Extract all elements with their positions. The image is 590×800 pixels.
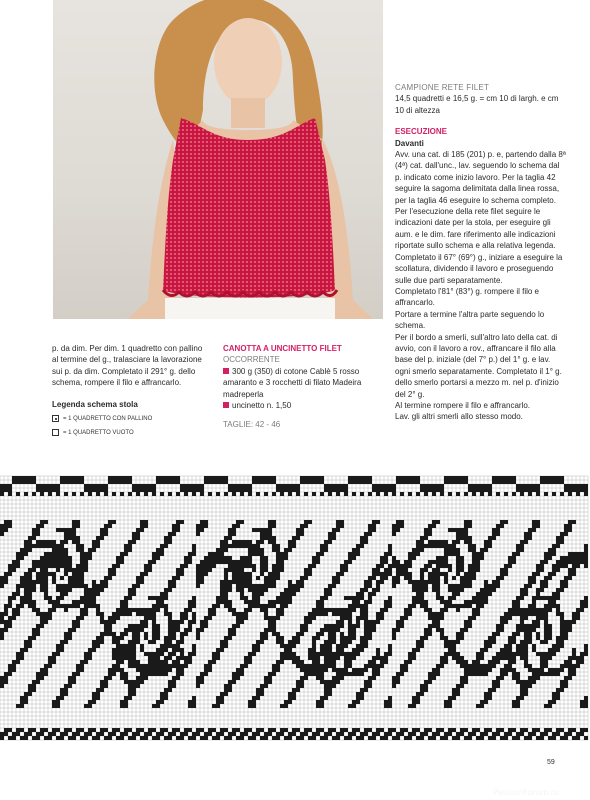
project-title: CANOTTA A UNCINETTO FILET <box>223 344 342 353</box>
filet-chart <box>0 464 590 743</box>
execution-paragraph: Avv. una cat. di 185 (201) p. e, partendo dalla 8ª (4ª) cat. dall'unc., lav. seguendo lo schema dal p. indicato come inizio lavoro. Per la taglia 42 seguire la sagoma delimitata dalla linea rossa, per la taglia 46 eseguire lo schema completo. <box>395 150 566 205</box>
occorrente-label: OCCORRENTE <box>223 355 280 365</box>
page-number: 59 <box>547 759 555 766</box>
execution-paragraph: Lav. gli altri smerli allo stesso modo. <box>395 412 523 422</box>
front-subheading: Davanti <box>395 138 424 148</box>
project-info <box>223 343 383 431</box>
sample-text: 14,5 quadretti e 16,5 g. = cm 10 di largh. e cm 10 di altezza <box>395 94 559 115</box>
model-photo <box>53 0 383 319</box>
execution-paragraph: Per il bordo a smerli, sull'altro lato della cat. di avvio, con il lavoro a rov., affrancare il filo alla base del p. iniziale (del 7° p.) del 1° g. e lav. ogni smerlo separatamente. Completato il 1° g. dello smerlo portarsi a mezzo m. nel p. d'inizio del 2° g. <box>395 332 562 399</box>
bullet-icon <box>223 402 229 408</box>
execution-paragraph: Per l'esecuzione della rete filet seguire le indicazioni date per la stola, per eseguire gli aum. e le dim. fare riferimento alle indicazioni riportate sullo schema e alla relativa legenda. <box>395 207 556 251</box>
execution-paragraph: Al termine rompere il filo e affrancarlo. <box>395 400 531 410</box>
sample-heading: CAMPIONE RETE FILET <box>395 83 490 92</box>
filled-square-with-dot-icon <box>52 415 59 422</box>
execution-paragraph: Portare a termine l'altra parte seguendo lo schema. <box>395 309 545 331</box>
legend-item-dot: = 1 QUADRETTO CON PALLINO <box>52 415 152 422</box>
material-item: uncinetto n. 1,50 <box>223 400 383 411</box>
empty-square-icon <box>52 429 59 436</box>
instructions-column <box>395 82 567 423</box>
execution-heading: ESECUZIONE <box>395 127 448 137</box>
watermark: PassionForum.ru <box>493 788 560 797</box>
stole-instructions: p. da dim. Per dim. 1 quadretto con pallino al termine del g., tralasciare la lavorazione sui p. da dim. Completato il 291° g. dello schema, rompere il filo e affrancarlo. <box>52 344 203 388</box>
material-item: 300 g (350) di cotone Cablè 5 rosso amaranto e 3 rocchetti di filato Madeira madreperla <box>223 366 362 399</box>
execution-paragraph: Completato l'81° (83°) g. rompere il filo e affrancarlo. <box>395 286 539 308</box>
legend-item-empty: = 1 QUADRETTO VUOTO <box>52 429 134 436</box>
filet-chart-grid <box>0 464 590 743</box>
legend-title: Legenda schema stola <box>52 400 138 409</box>
bullet-icon <box>223 368 229 374</box>
execution-paragraph: Completato il 67° (69°) g., iniziare a eseguire la scollatura, dividendo il lavoro e proseguendo sulle due parti separatamente. <box>395 252 563 285</box>
garment-illustration <box>53 0 383 319</box>
sizes-label: TAGLIE: 42 - 46 <box>223 420 281 430</box>
